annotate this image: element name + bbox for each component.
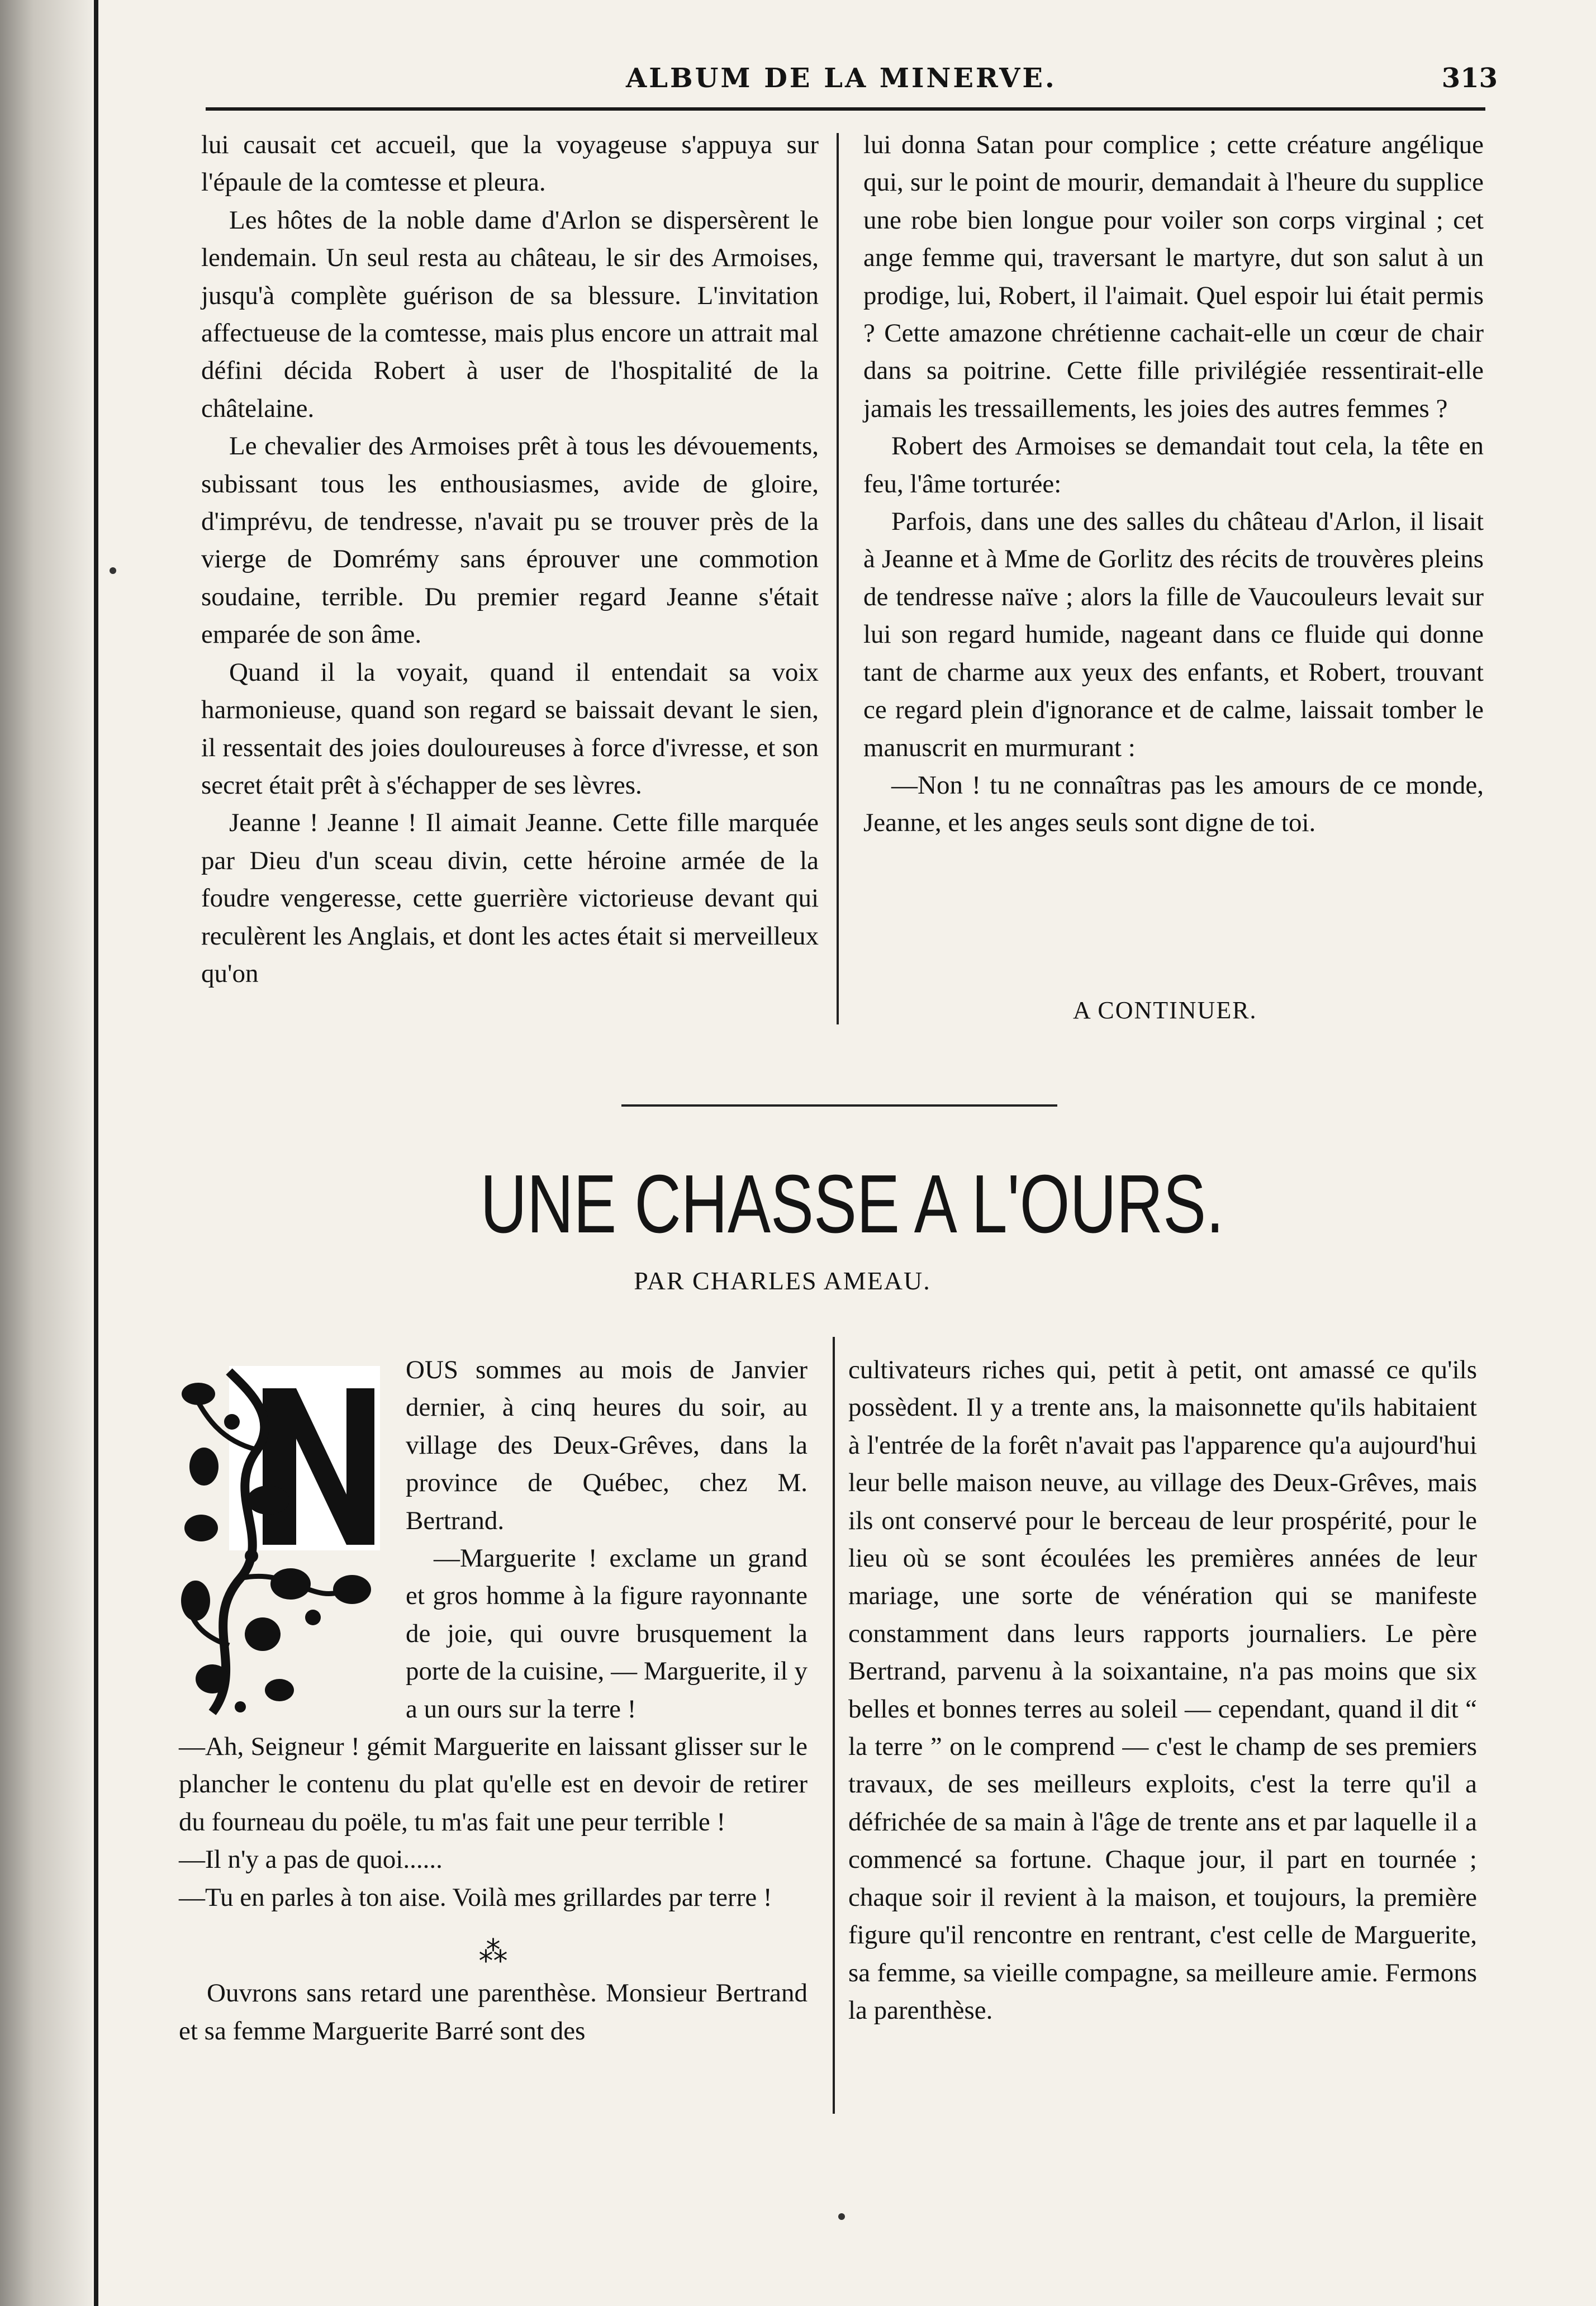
paragraph: —Marguerite ! exclame un grand et gros homme à la figure rayonnante de joie, qui ouvre brusquement la porte de la cuisine, — Marguerite, il y a un ours sur la terre ! — [406, 1544, 808, 1724]
floral-vine-icon — [179, 1355, 390, 1715]
paragraph: —Ah, Seigneur ! gémit Marguerite en laissant glisser sur le plancher le contenu du plat qu'elle est en devoir de retirer du fourneau du poële, tu m'as fait une peur terrible ! — [179, 1732, 808, 1837]
to-be-continued: A CONTINUER. — [1073, 997, 1257, 1024]
paragraph: Quand il la voyait, quand il entendait sa voix harmonieuse, quand son regard se baissait devant le sien, il ressentait des joies douloureuses à force d'ivresse, et son secret était prêt à s'échapper de ses lèvres. — [201, 657, 819, 800]
paragraph-opening: OUS sommes au mois de Janvier dernier, à cinq heures du soir, au village des Deux-Grêves, dans la province de Québec, chez M. Bertrand. — [406, 1355, 808, 1535]
section-rule — [621, 1104, 1057, 1107]
paragraph: —Non ! tu ne connaîtras pas les amours de ce monde, Jeanne, et les anges seuls sont digne de toi. — [863, 770, 1484, 838]
print-speck — [838, 2213, 845, 2220]
paragraph: Les hôtes de la noble dame d'Arlon se dispersèrent le lendemain. Un seul resta au château, le sir des Armoises, jusqu'à complète guérison de sa blessure. L'invitation affectueuse de la comtesse, mais plus encore un attrait mal défini décida Robert à user de l'hospitalité de la châtelaine. — [201, 205, 819, 423]
column-divider — [833, 1337, 835, 2114]
paragraph: —Tu en parles à ton aise. Voilà mes grillardes par terre ! — [179, 1882, 772, 1912]
running-header-title: ALBUM DE LA MINERVE. — [626, 63, 1057, 94]
paragraph: Ouvrons sans retard une parenthèse. Monsieur Bertrand et sa femme Marguerite Barré sont des — [179, 1978, 808, 2046]
top-left-column — [201, 126, 819, 993]
article-left-column — [179, 1351, 808, 2050]
paragraph: lui causait cet accueil, que la voyageuse s'appuya sur l'épaule de la comtesse et pleura. — [201, 130, 819, 197]
paragraph: Robert des Armoises se demandait tout cela, la tête en feu, l'âme torturée: — [863, 431, 1484, 499]
paragraph: Parfois, dans une des salles du château d'Arlon, il lisait à Jeanne et à Mme de Gorlitz des récits de trouvères pleins de tendresse naïve ; alors la fille de Vaucouleurs levait sur lui son regard humide, nageant dans ce fluide qui donne tant de charme aux yeux des enfants, et Robert, trouvant ce regard plein d'ignorance et de calme, laissait tomber le manuscrit en murmurant : — [863, 507, 1484, 762]
dropcap-illustration — [179, 1355, 390, 1715]
article-right-column — [848, 1351, 1477, 2029]
column-divider — [837, 133, 839, 1024]
paragraph: —Il n'y a pas de quoi...... — [179, 1845, 443, 1875]
margin-mark — [110, 567, 116, 574]
header-rule — [206, 107, 1485, 111]
paragraph: Jeanne ! Jeanne ! Il aimait Jeanne. Cette fille marquée par Dieu d'un sceau divin, cette héroine armée de la foudre vengeresse, cette guerrière victorieuse devant qui reculèrent les Anglais, et dont les actes était si merveilleux qu'on — [201, 808, 819, 988]
article-title: UNE CHASSE A L'OURS. — [480, 1158, 1224, 1250]
paragraph: cultivateurs riches qui, petit à petit, ont amassé ce qu'ils possèdent. Il y a trente ans, la maisonnette qu'ils habitaient à l'entrée de la forêt n'avait pas l'apparence qu'a aujourd'hui leur belle maison neuve, au village des Deux-Grêves, mais ils ont conservé pour le berceau de leur prospérité, pour le lieu où se sont écoulées les premières années de leur mariage, une sorte de vénération qui se manifeste constamment dans leurs rapports journaliers. Le père Bertrand, parvenu à la soixantaine, n'a pas moins que six belles et bonnes terres au soleil — cependant, quand il dit “ la terre ” on le comprend — c'est le champ de ses premiers travaux, de ses meilleurs exploits, c'est la terre qu'il a défrichée de sa main à l'âge de trente ans et par laquelle il a commencé sa fortune. Chaque jour, il part en tournée ; chaque soir il revient à la maison, et toujours, la première figure qu'il rencontre en rentrant, c'est celle de Marguerite, sa femme, sa vieille compagne, sa meilleure amie. Fermons la parenthèse. — [848, 1355, 1477, 2025]
page-number: 313 — [1441, 63, 1498, 94]
top-right-column — [863, 126, 1484, 842]
article-byline: PAR CHARLES AMEAU. — [634, 1266, 931, 1295]
paragraph: lui donna Satan pour complice ; cette créature angélique qui, sur le point de mourir, demandait à l'heure du supplice une robe bien longue pour voiler son corps virginal ; cet ange femme qui, traversant le martyre, dut son salut à un prodige, lui, Robert, il l'aimait. Quel espoir lui était permis ? Cette amazone chrétienne cachait-elle un cœur de chair dans sa poitrine. Cette fille privilégiée ressentirait-elle jamais les tressaillements, les joies des autres femmes ? — [863, 130, 1484, 423]
asterism: ⁂ — [478, 1937, 508, 1969]
paragraph: Le chevalier des Armoises prêt à tous les dévouements, subissant tous les enthousiasmes, avide de gloire, d'imprévu, de tendresse, n'avait pu se trouver près de la vierge de Domrémy sans éprouver une commotion soudaine, terrible. Du premier regard Jeanne s'était emparée de son âme. — [201, 431, 819, 649]
